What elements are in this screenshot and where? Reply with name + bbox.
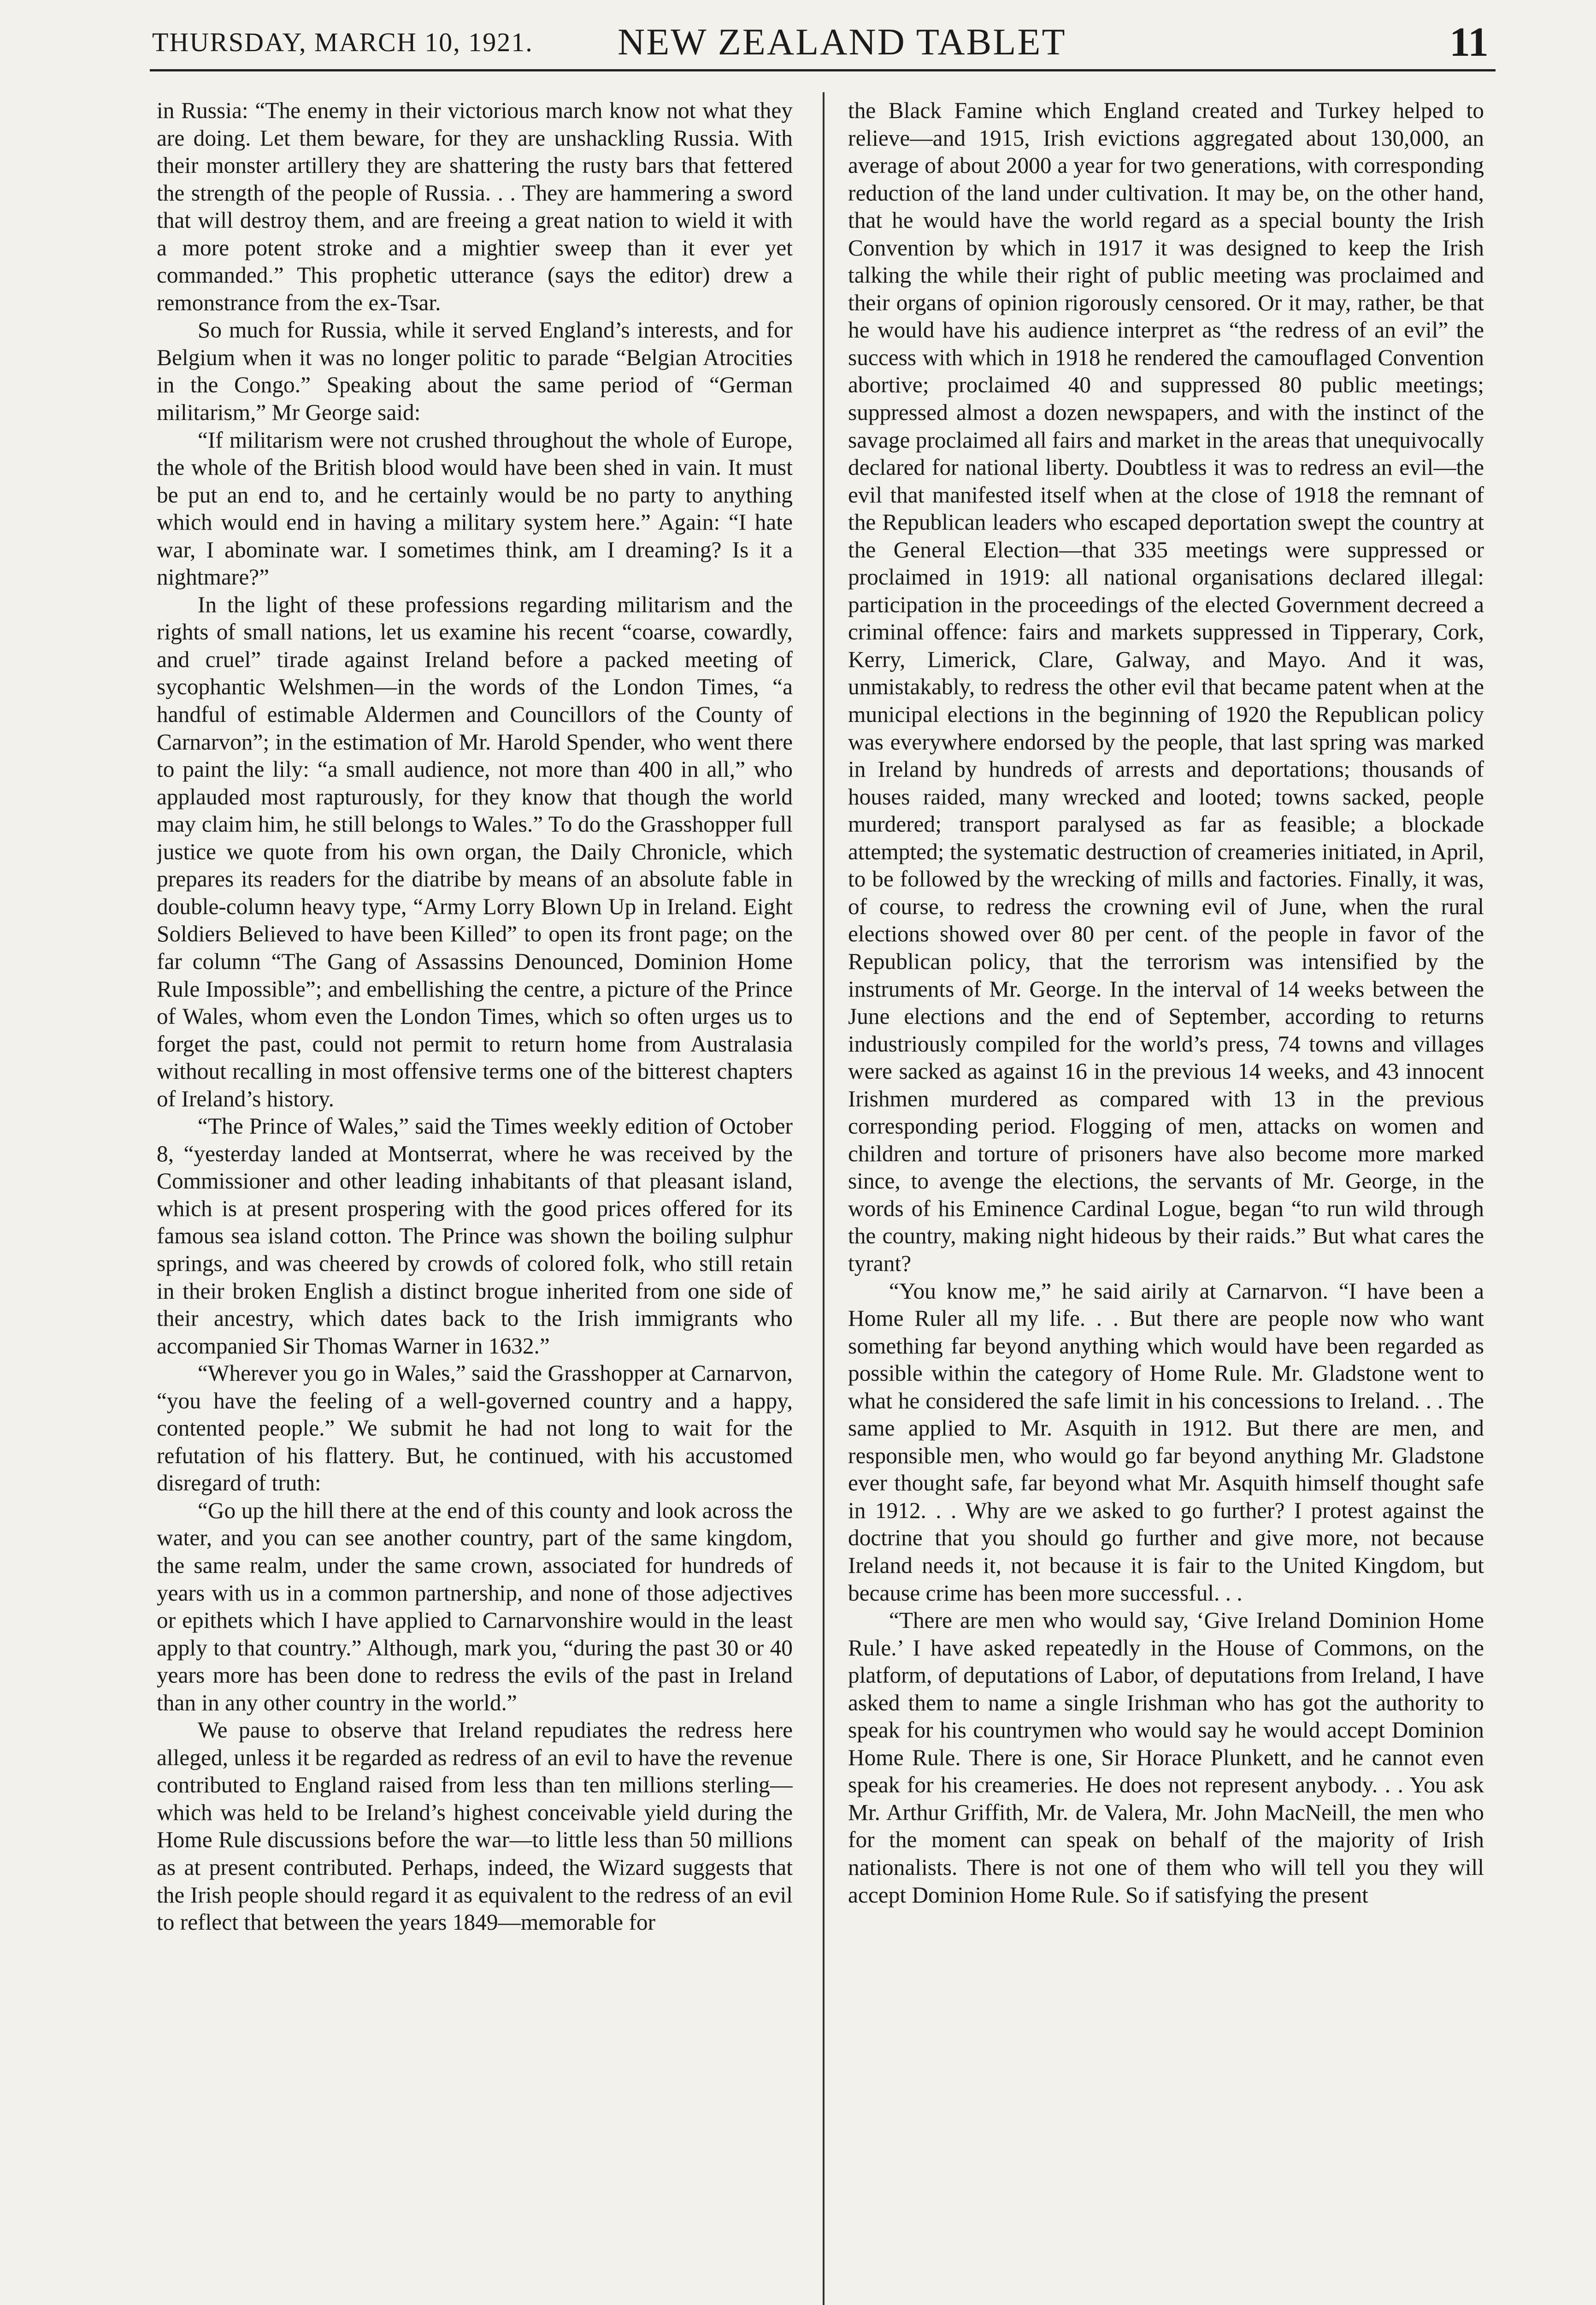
left-column xyxy=(157,97,793,1936)
column-divider xyxy=(823,92,825,2305)
paragraph: “If militarism were not crushed throughout the whole of Europe, the whole of the British blood would have been shed in vain. It must be put an end to, and he certainly would be no party to anything which would end in having a military system here.” Again: “I hate war, I abominate war. I sometimes think, am I dreaming? Is it a nightmare?” xyxy=(157,427,793,590)
paragraph: We pause to observe that Ireland repudiates the redress here alleged, unless it be regarded as redress of an evil to have the revenue contributed to England raised from less than ten millions sterling—which was held to be Ireland’s highest conceivable yield during the Home Rule discussions before the war—to little less than 50 millions as at present contributed. Perhaps, indeed, the Wizard suggests that the Irish people should regard it as equivalent to the redress of an evil to reflect that between the years 1849—memorable for xyxy=(157,1717,793,1935)
paragraph: “You know me,” he said airily at Carnarvon. “I have been a Home Ruler all my life. . . But there are people now who want something far beyond anything which would have been regarded as possible within the category of Home Rule. Mr. Gladstone went to what he considered the safe limit in his concessions to Ireland. . . The same applied to Mr. Asquith in 1912. But there are men, and responsible men, who would go far beyond anything Mr. Gladstone ever thought safe, far beyond what Mr. Asquith himself thought safe in 1912. . . Why are we asked to go further? I protest against the doctrine that you should go further and give more, not because Ireland needs it, not because it is fair to the United Kingdom, but because crime has been more successful. . . xyxy=(848,1278,1484,1606)
paragraph: in Russia: “The enemy in their victorious march know not what they are doing. Let them beware, for they are unshackling Russia. With their monster artillery they are shattering the rusty bars that fettered the strength of the people of Russia. . . They are hammering a sword that will destroy them, and are freeing a great nation to wield it with a more potent stroke and a mightier sweep than it ever yet commanded.” This prophetic utterance (says the editor) drew a remonstrance from the ex-Tsar. xyxy=(157,98,793,315)
paragraph: “There are men who would say, ‘Give Ireland Dominion Home Rule.’ I have asked repeatedly in the House of Commons, on the platform, of deputations of Labor, of deputations from Ireland, I have asked them to name a single Irishman who has got the authority to speak for his countrymen who would say he would accept Dominion Home Rule. There is one, Sir Horace Plunkett, and he cannot even speak for his creameries. He does not represent anybody. . . You ask Mr. Arthur Griffith, Mr. de Valera, Mr. John MacNeill, the men who for the moment can speak on behalf of the majority of Irish nationalists. There is not one of them who will tell you they will accept Dominion Home Rule. So if satisfying the present xyxy=(848,1608,1484,1908)
header-date: THURSDAY, MARCH 10, 1921. xyxy=(152,27,533,57)
paragraph: “The Prince of Wales,” said the Times weekly edition of October 8, “yesterday landed at Montserrat, where he was received by the Commissioner and other leading inhabitants of that pleasant island, which is at present prospering with the good prices offered for its famous sea island cotton. The Prince was shown the boiling sulphur springs, and was cheered by crowds of colored folk, who still retain in their broken English a distinct brogue inherited from one side of their ancestry, which dates back to the Irish immigrants who accompanied Sir Thomas Warner in 1632.” xyxy=(157,1113,793,1359)
page-header xyxy=(152,13,1489,68)
paragraph: So much for Russia, while it served England’s interests, and for Belgium when it was no longer politic to parade “Belgian Atrocities in the Congo.” Speaking about the same period of “German militarism,” Mr George said: xyxy=(157,317,793,426)
page-number: 11 xyxy=(1449,19,1489,65)
right-column xyxy=(848,97,1484,1909)
paragraph: the Black Famine which England created and Turkey helped to relieve—and 1915, Irish evictions aggregated about 130,000, an average of about 2000 a year for two generations, with corresponding reduction of the land under cultivation. It may be, on the other hand, that he would have the world regard as a special bounty the Irish Convention by which in 1917 it was designed to keep the Irish talking the while their right of public meeting was proclaimed and their organs of opinion rigorously censored. Or it may, rather, be that he would have his audience interpret as “the redress of an evil” the success with which in 1918 he rendered the camouflaged Convention abortive; proclaimed 40 and suppressed 80 public meetings; suppressed almost a dozen newspapers, and with the instinct of the savage proclaimed all fairs and market in the areas that unequivocally declared for national liberty. Doubtless it was to redress an evil—the evil that manifested itself when at the close of 1918 the remnant of the Republican leaders who escaped deportation swept the country at the General Election—that 335 meetings were suppressed or proclaimed in 1919: all national organisations declared illegal: participation in the proceedings of the elected Government decreed a criminal offence: fairs and markets suppressed in Tipperary, Cork, Kerry, Limerick, Clare, Galway, and Mayo. And it was, unmistakably, to redress the other evil that became patent when at the municipal elections in the beginning of 1920 the Republican policy was everywhere endorsed by the people, that last spring was marked in Ireland by hundreds of arrests and deportations; thousands of houses raided, many wrecked and looted; towns sacked, people murdered; transport paralysed as far as feasible; a blockade attempted; the systematic destruction of creameries initiated, in April, to be followed by the wrecking of mills and factories. Finally, it was, of course, to redress the crowning evil of June, when the rural elections showed over 80 per cent. of the people in favor of the Republican policy, that the terrorism was intensified by the instruments of Mr. George. In the interval of 14 weeks between the June elections and the end of September, according to returns industriously compiled for the world’s press, 74 towns and villages were sacked as against 16 in the previous 14 weeks, and 43 innocent Irishmen murdered as compared with 13 in the previous corresponding period. Flogging of men, attacks on women and children and torture of prisoners have also become more marked since, to avenge the elections, the servants of Mr. George, in the words of his Eminence Cardinal Logue, began “to run wild through the country, making night hideous by their raids.” But what cares the tyrant? xyxy=(848,98,1484,1276)
masthead-title: NEW ZEALAND TABLET xyxy=(618,21,1066,63)
paragraph: In the light of these professions regarding militarism and the rights of small nations, let us examine his recent “coarse, cowardly, and cruel” tirade against Ireland before a packed meeting of sycophantic Welshmen—in the words of the London Times, “a handful of estimable Aldermen and Councillors of the County of Carnarvon”; in the estimation of Mr. Harold Spender, who went there to paint the lily: “a small audience, not more than 400 in all,” who applauded most rapturously, for they know that though the world may claim him, he still belongs to Wales.” To do the Grasshopper full justice we quote from his own organ, the Daily Chronicle, which prepares its readers for the diatribe by means of an absolute fable in double-column heavy type, “Army Lorry Blown Up in Ireland. Eight Soldiers Believed to have been Killed” to open its front page; on the far column “The Gang of Assassins Denounced, Dominion Home Rule Impossible”; and embellishing the centre, a picture of the Prince of Wales, whom even the London Times, which so often urges us to forget the past, could not permit to return home from Australasia without recalling in most offensive terms one of the bitterest chapters of Ireland’s history. xyxy=(157,591,793,1111)
header-rule xyxy=(150,69,1496,71)
paragraph: “Go up the hill there at the end of this county and look across the water, and you can see another country, part of the same kingdom, the same realm, under the same crown, associated for hundreds of years with us in a common partnership, and none of those adjectives or epithets which I have applied to Carnarvonshire would in the least apply to that country.” Although, mark you, “during the past 30 or 40 years more has been done to redress the evils of the past in Ireland than in any other country in the world.” xyxy=(157,1497,793,1715)
paragraph: “Wherever you go in Wales,” said the Grasshopper at Carnarvon, “you have the feeling of a well-governed country and a happy, contented people.” We submit he had not long to wait for the refutation of his flattery. But, he continued, with his accustomed disregard of truth: xyxy=(157,1360,793,1496)
